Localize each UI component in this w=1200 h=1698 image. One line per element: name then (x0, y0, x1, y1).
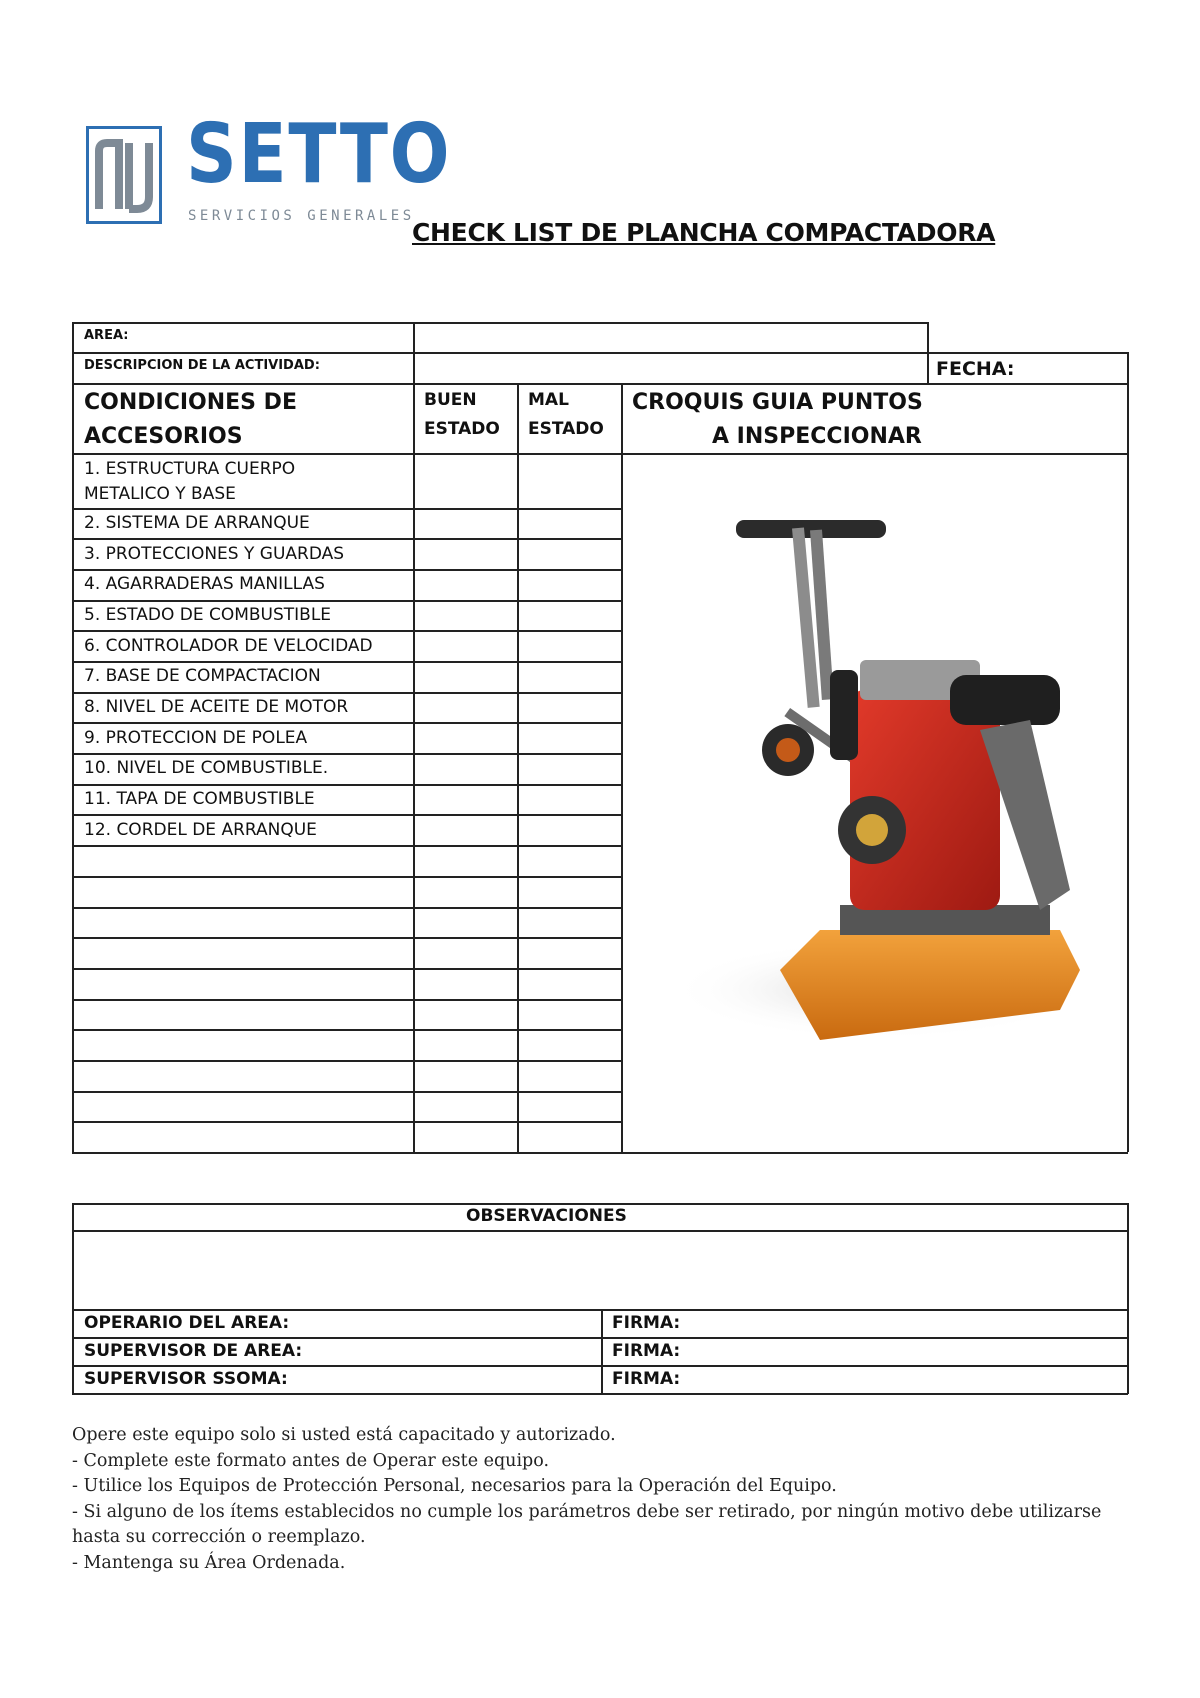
firma-label: FIRMA: (612, 1313, 681, 1333)
descripcion-label: DESCRIPCION DE LA ACTIVIDAD: (84, 358, 320, 373)
list-item: 10. NIVEL DE COMBUSTIBLE. (84, 758, 329, 778)
conditions-header: CONDICIONES DE (84, 390, 297, 415)
logo-brand-text: SETTO (186, 107, 452, 202)
note-line: Opere este equipo solo si usted está capacitado y autorizado. (72, 1425, 616, 1445)
list-item: 9. PROTECCION DE POLEA (84, 728, 308, 748)
list-item-cont: METALICO Y BASE (84, 484, 236, 504)
list-item: 3. PROTECCIONES Y GUARDAS (84, 544, 345, 564)
list-item: 11. TAPA DE COMBUSTIBLE (84, 789, 315, 809)
croquis-header: CROQUIS GUIA PUNTOS (632, 390, 923, 415)
mal-estado-header: MAL (528, 390, 569, 410)
mal-estado-header-2: ESTADO (528, 419, 604, 439)
list-item: 1. ESTRUCTURA CUERPO (84, 459, 296, 479)
supervisor-ssoma-label: SUPERVISOR SSOMA: (84, 1369, 288, 1389)
list-item: 8. NIVEL DE ACEITE DE MOTOR (84, 697, 349, 717)
firma-label: FIRMA: (612, 1369, 681, 1389)
note-line: - Complete este formato antes de Operar este equipo. (72, 1450, 550, 1471)
croquis-header-2: A INSPECCIONAR (712, 424, 922, 449)
note-line: - Si alguno de los ítems establecidos no cumple los parámetros debe ser retirado, por ningún motivo debe utilizarse (72, 1501, 1102, 1522)
instructions-notes (72, 1423, 1152, 1576)
conditions-header-2: ACCESORIOS (84, 424, 243, 449)
list-item: 6. CONTROLADOR DE VELOCIDAD (84, 636, 373, 656)
list-item: 12. CORDEL DE ARRANQUE (84, 820, 317, 840)
list-item: 7. BASE DE COMPACTACION (84, 666, 321, 686)
operario-label: OPERARIO DEL AREA: (84, 1313, 290, 1333)
list-item: 5. ESTADO DE COMBUSTIBLE (84, 605, 332, 625)
buen-estado-header: BUEN (424, 390, 477, 410)
observations-title: OBSERVACIONES (466, 1206, 627, 1226)
area-label: AREA: (84, 328, 129, 343)
firma-label: FIRMA: (612, 1341, 681, 1361)
note-line: - Utilice los Equipos de Protección Personal, necesarios para la Operación del Equipo. (72, 1476, 837, 1496)
page-title: CHECK LIST DE PLANCHA COMPACTADORA (412, 218, 996, 247)
logo-tagline: SERVICIOS GENERALES (188, 208, 415, 224)
buen-estado-header-2: ESTADO (424, 419, 500, 439)
supervisor-area-label: SUPERVISOR DE AREA: (84, 1341, 303, 1361)
fecha-label: FECHA: (936, 358, 1015, 380)
list-item: 2. SISTEMA DE ARRANQUE (84, 513, 310, 533)
note-line: hasta su corrección o reemplazo. (72, 1527, 366, 1547)
note-line: - Mantenga su Área Ordenada. (72, 1552, 346, 1573)
list-item: 4. AGARRADERAS MANILLAS (84, 574, 325, 594)
